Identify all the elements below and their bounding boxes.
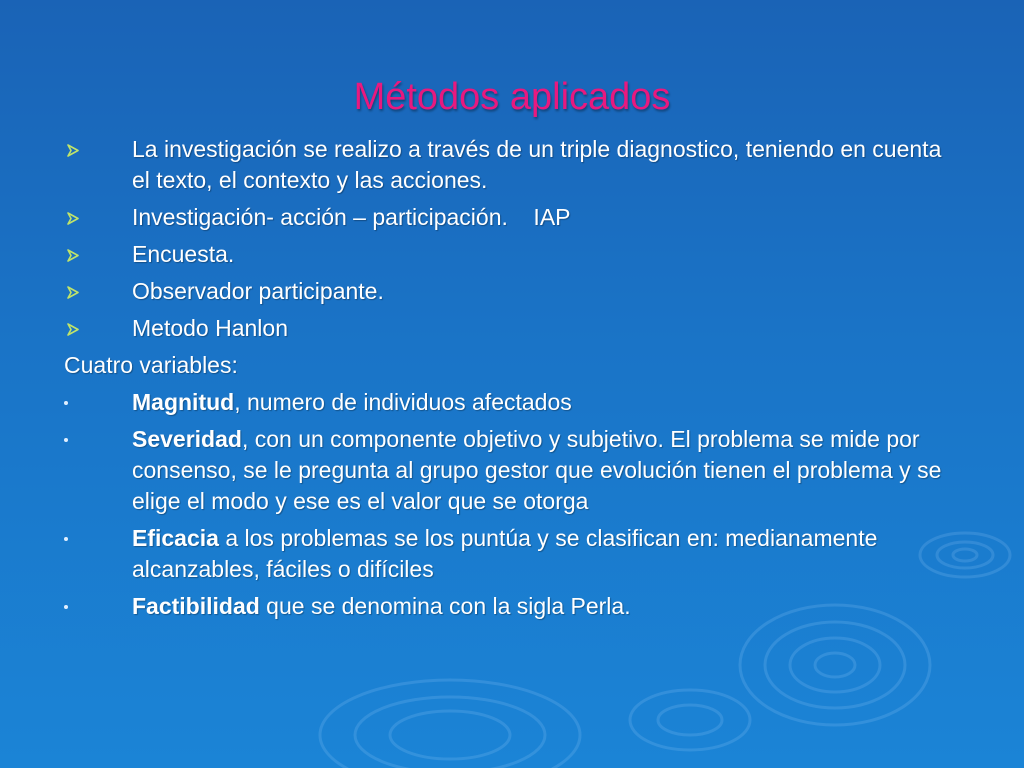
chevron-arrow-icon	[64, 313, 132, 344]
term-bold: Factibilidad	[132, 593, 260, 619]
list-item-text: Metodo Hanlon	[132, 315, 288, 341]
chevron-arrow-icon	[64, 239, 132, 270]
list-item-text	[132, 387, 964, 418]
list-item-text: Investigación- acción – participación. IAP	[132, 204, 571, 230]
dot-bullet-icon	[64, 591, 132, 622]
list-item-text	[132, 523, 964, 585]
term-bold: Eficacia	[132, 525, 219, 551]
list-item	[64, 387, 964, 418]
list-item-text: Encuesta.	[132, 241, 235, 267]
chevron-arrow-icon	[64, 202, 132, 233]
dot-bullet-icon	[64, 523, 132, 554]
slide-body	[64, 134, 964, 628]
slide-title: Métodos aplicados	[353, 76, 671, 118]
subheading: Cuatro variables:	[64, 352, 238, 378]
list-item	[64, 424, 964, 517]
list-item-text	[132, 424, 964, 517]
chevron-arrow-icon	[64, 134, 132, 165]
term-bold: Magnitud	[132, 389, 235, 415]
term-description: , numero de individuos afectados	[234, 389, 572, 415]
list-item-text: Observador participante.	[132, 278, 384, 304]
list-item	[64, 523, 964, 585]
term-description: que se denomina con la sigla Perla.	[259, 593, 631, 619]
list-item-text: La investigación se realizo a través de un triple diagnostico, teniendo en cuenta el texto, el contexto y las acciones.	[132, 136, 942, 193]
list-item	[64, 313, 964, 344]
list-item-text	[132, 591, 964, 622]
term-description: , con un componente objetivo y subjetivo. El problema se mide por consenso, se le pregunta al grupo gestor que evolución tienen el problema y se elige el modo y ese es el valor que se otorga	[132, 426, 942, 514]
list-item	[64, 276, 964, 307]
term-description: a los problemas se los puntúa y se clasifican en: medianamente alcanzables, fáciles o difíciles	[132, 525, 878, 582]
dot-bullet-icon	[64, 424, 132, 455]
list-item	[64, 134, 964, 196]
dot-bullet-icon	[64, 387, 132, 418]
chevron-arrow-icon	[64, 276, 132, 307]
list-item	[64, 202, 964, 233]
term-bold: Severidad	[132, 426, 242, 452]
list-item	[64, 591, 964, 622]
list-item	[64, 239, 964, 270]
